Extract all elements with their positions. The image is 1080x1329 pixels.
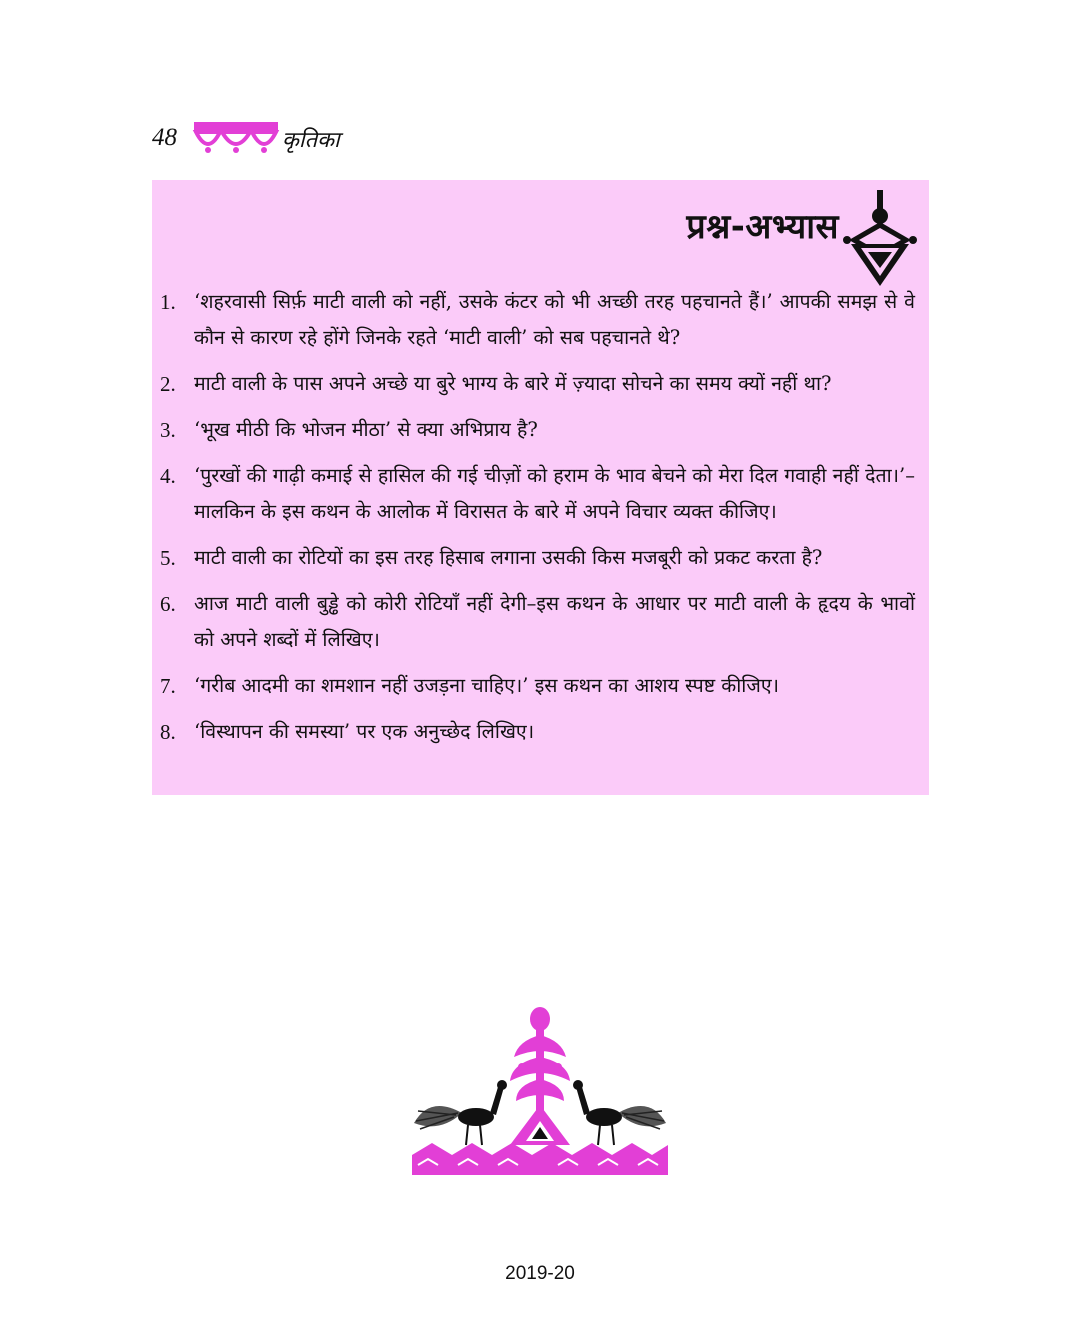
question-number: 1. <box>160 290 176 314</box>
question-list <box>152 284 929 760</box>
question-item <box>152 714 929 750</box>
question-item <box>152 586 929 658</box>
question-number: 7. <box>160 674 176 698</box>
header-ornament-icon <box>192 120 280 160</box>
page-number: 48 <box>152 124 177 151</box>
question-text: ‘शहरवासी सिर्फ़ माटी वाली को नहीं, उसके कंटर को भी अच्छी तरह पहचानते हैं।’ आपकी समझ से वे कौन से कारण रहे होंगे जिनके रहते ‘माटी वाली’ को सब पहचानते थे? <box>194 290 915 349</box>
question-text: ‘विस्थापन की समस्या’ पर एक अनुच्छेद लिखिए। <box>194 720 535 743</box>
question-text: माटी वाली के पास अपने अच्छे या बुरे भाग्य के बारे में ज़्यादा सोचने का समय क्यों नहीं था? <box>194 372 832 395</box>
question-item <box>152 284 929 356</box>
book-title: कृतिका <box>282 128 340 153</box>
question-item <box>152 540 929 576</box>
question-number: 3. <box>160 418 176 442</box>
question-item <box>152 366 929 402</box>
page-header <box>152 120 472 160</box>
question-text: आज माटी वाली बुड्ढे को कोरी रोटियाँ नहीं देगी–इस कथन के आधार पर माटी वाली के हृदय के भावों को अपने शब्दों में लिखिए। <box>194 592 915 651</box>
question-number: 4. <box>160 464 176 488</box>
question-text: माटी वाली का रोटियों का इस तरह हिसाब लगाना उसकी किस मजबूरी को प्रकट करता है? <box>194 546 823 569</box>
question-number: 8. <box>160 720 176 744</box>
question-box <box>152 180 929 795</box>
question-item <box>152 458 929 530</box>
question-number: 5. <box>160 546 176 570</box>
question-number: 2. <box>160 372 176 396</box>
question-item <box>152 668 929 704</box>
question-number: 6. <box>160 592 176 616</box>
question-item <box>152 412 929 448</box>
tree-peacock-illustration-icon <box>410 1005 670 1185</box>
question-text: ‘भूख मीठी कि भोजन मीठा’ से क्या अभिप्राय है? <box>194 418 538 441</box>
question-text: ‘गरीब आदमी का शमशान नहीं उजड़ना चाहिए।’ इस कथन का आशय स्पष्ट कीजिए। <box>194 674 780 697</box>
pendant-ornament-icon <box>841 188 919 290</box>
footer-year: 2019-20 <box>505 1263 575 1284</box>
section-title: प्रश्न-अभ्यास <box>686 207 839 247</box>
question-text: ‘पुरखों की गाढ़ी कमाई से हासिल की गई चीज़ों को हराम के भाव बेचने को मेरा दिल गवाही नहीं देता।’–मालकिन के इस कथन के आलोक में विरासत के बारे में अपने विचार व्यक्त कीजिए। <box>194 464 915 523</box>
